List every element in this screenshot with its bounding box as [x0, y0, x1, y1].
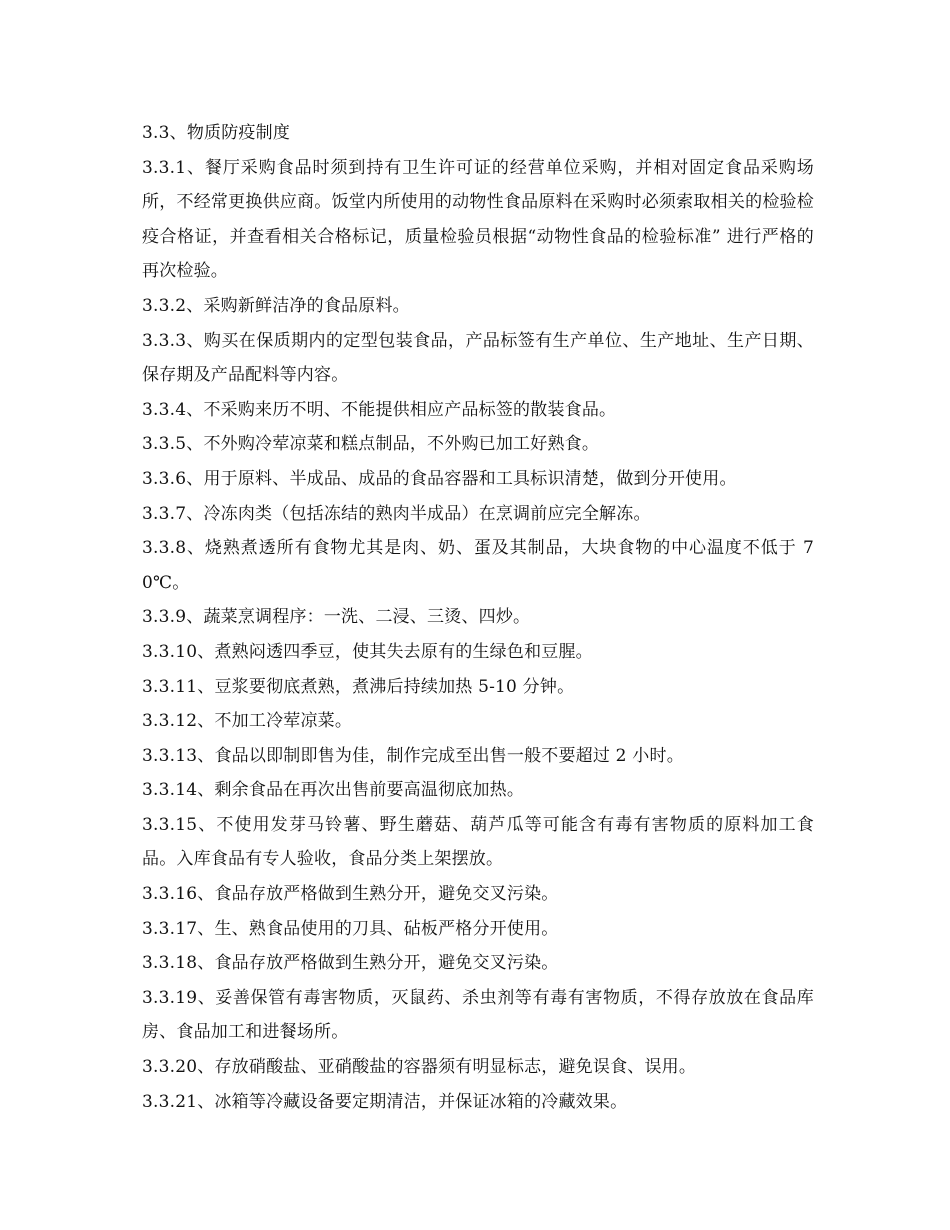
paragraph-3-3-21: 3.3.21、冰箱等冷藏设备要定期清洁，并保证冰箱的冷藏效果。 — [142, 1091, 628, 1112]
paragraph-3-3-9: 3.3.9、蔬菜烹调程序：一洗、二浸、三烫、四炒。 — [142, 607, 531, 628]
paragraph-3-3-8: 3.3.8、烧熟煮透所有食物尤其是肉、奶、蛋及其制品，大块食物的中心温度不低于 70℃。 — [142, 538, 814, 593]
paragraph-3-3-3: 3.3.3、购买在保质期内的定型包装食品，产品标签有生产单位、生产地址、生产日期、保存期及产品配料等内容。 — [142, 330, 814, 386]
paragraph-3-3-16: 3.3.16、食品存放严格做到生熟分开，避免交叉污染。 — [142, 884, 559, 905]
paragraph-3-3-18: 3.3.18、食品存放严格做到生熟分开，避免交叉污染。 — [142, 953, 559, 974]
paragraph-3-3-10: 3.3.10、煮熟闷透四季豆，使其失去原有的生绿色和豆腥。 — [142, 641, 593, 662]
document-page — [142, 116, 814, 1119]
paragraph-3-3-14: 3.3.14、剩余食品在再次出售前要高温彻底加热。 — [142, 780, 525, 801]
paragraph-3-3-13: 3.3.13、食品以即制即售为佳，制作完成至出售一般不要超过 2 小时。 — [142, 745, 684, 766]
paragraph-3-3-12: 3.3.12、不加工冷荤凉菜。 — [142, 711, 353, 732]
paragraph-3-3-2: 3.3.2、采购新鲜洁净的食品原料。 — [142, 295, 410, 316]
paragraph-3-3-1: 3.3.1、餐厅采购食品时须到持有卫生许可证的经营单位采购，并相对固定食品采购场所，不经常更换供应商。饭堂内所使用的动物性食品原料在采购时必须索取相关的检验检疫合格证，并查看相关合格标记，质量检验员根据“动物性食品的检验标准” 进行严格的再次检验。 — [142, 157, 814, 282]
paragraph-3-3-17: 3.3.17、生、熟食品使用的刀具、砧板严格分开使用。 — [142, 918, 559, 939]
paragraph-3-3-4: 3.3.4、不采购来历不明、不能提供相应产品标签的散装食品。 — [142, 399, 617, 420]
paragraph-3-3-20: 3.3.20、存放硝酸盐、亚硝酸盐的容器须有明显标志，避免误食、误用。 — [142, 1057, 697, 1078]
paragraph-3-3-5: 3.3.5、不外购冷荤凉菜和糕点制品，不外购已加工好熟食。 — [142, 434, 600, 455]
paragraph-3-3-19: 3.3.19、妥善保管有毒害物质，灭鼠药、杀虫剂等有毒有害物质，不得存放放在食品库房、食品加工和进餐场所。 — [142, 987, 814, 1043]
paragraph-3-3-15: 3.3.15、不使用发芽马铃薯、野生蘑菇、葫芦瓜等可能含有毒有害物质的原料加工食品。入库食品有专人验收，食品分类上架摆放。 — [142, 814, 814, 870]
paragraph-3-3-6: 3.3.6、用于原料、半成品、成品的食品容器和工具标识清楚，做到分开使用。 — [142, 468, 737, 489]
section-heading: 3.3、物质防疫制度 — [142, 123, 291, 143]
paragraph-3-3-7: 3.3.7、冷冻肉类（包括冻结的熟肉半成品）在烹调前应完全解冻。 — [142, 503, 651, 524]
paragraph-3-3-11: 3.3.11、豆浆要彻底煮熟，煮沸后持续加热 5-10 分钟。 — [142, 676, 575, 697]
